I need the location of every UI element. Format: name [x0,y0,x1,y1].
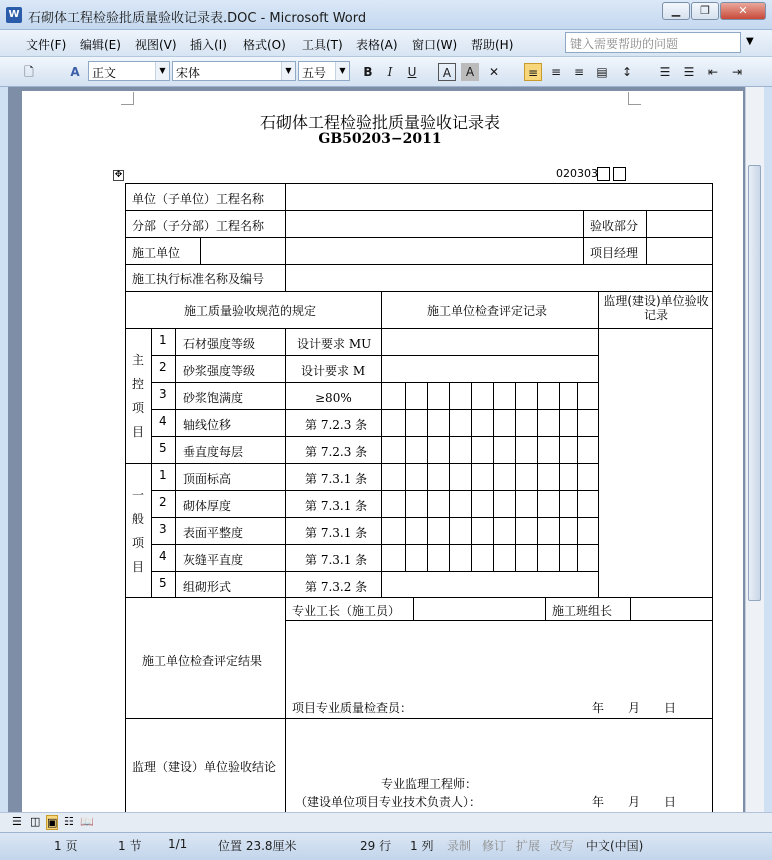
word-icon[interactable]: W [6,7,22,23]
decrease-indent-icon[interactable]: ⇤ [707,65,719,79]
general-item-name: 砌体厚度 [183,499,232,513]
line-spacing-icon[interactable]: ↕ [621,65,633,79]
menu-file[interactable]: 文件(F) [26,38,67,52]
general-item-no: 1 [159,468,167,482]
menu-insert[interactable]: 插入(I) [190,38,227,52]
inspection-table [125,183,713,812]
general-item-no: 3 [159,522,167,536]
owner-rep-label: （建设单位项目专业技术负责人）： [295,795,482,809]
bullets-icon[interactable]: ☰ [683,65,695,79]
char-border-icon[interactable]: A [438,63,456,81]
main-item-no: 5 [159,441,167,455]
chevron-down-icon: ▼ [335,62,349,80]
general-item-req: 第 7.3.1 条 [305,526,368,540]
chevron-down-icon: ▼ [281,62,295,80]
outline-view-icon[interactable]: ☷ [64,815,74,828]
table-move-icon[interactable]: ✥ [114,170,123,180]
status-track[interactable]: 修订 [482,839,507,853]
date-label: 年 月 日 [592,701,677,715]
phonetic-guide-icon[interactable]: ✕ [488,65,500,79]
main-item-req: 设计要求 M [301,364,366,378]
horizontal-scrollbar[interactable] [0,812,772,832]
status-section: 1 节 [118,839,142,853]
menu-help[interactable]: 帮助(H) [471,38,514,52]
formatting-toolbar [0,57,772,87]
code-box [597,167,610,181]
general-item-name: 灰缝平直度 [183,553,244,567]
numbering-icon[interactable]: ☰ [659,65,671,79]
bold-button[interactable]: B [363,65,373,79]
normal-view-icon[interactable]: ☰ [12,815,22,828]
main-item-name: 轴线位移 [183,418,232,432]
menu-tools[interactable]: 工具(T) [302,38,343,52]
close-button[interactable]: ✕ [720,2,766,20]
status-language: 中文(中国) [586,839,644,853]
team-leader-label: 施工班组长 [552,604,613,618]
style-value: 正文 [92,66,117,80]
general-item-no: 4 [159,549,167,563]
main-item-no: 4 [159,414,167,428]
general-item-name: 顶面标高 [183,472,232,486]
main-item-name: 砂浆饱满度 [183,391,244,405]
main-item-req: 第 7.2.3 条 [305,445,368,459]
font-size-select[interactable] [298,61,350,81]
increase-indent-icon[interactable]: ⇥ [731,65,743,79]
general-item-req: 第 7.3.1 条 [305,472,368,486]
font-select[interactable] [172,61,296,81]
menu-view[interactable]: 视图(V) [135,38,177,52]
web-view-icon[interactable]: ◫ [30,815,41,828]
status-record[interactable]: 录制 [447,839,472,853]
restore-button[interactable]: ❐ [691,2,719,20]
menu-table[interactable]: 表格(A) [356,38,398,52]
reading-view-icon[interactable]: 📖 [80,815,94,828]
general-item-no: 2 [159,495,167,509]
new-document-icon[interactable]: 🗋 [24,65,34,79]
styles-icon[interactable]: A [70,65,80,79]
align-right-button[interactable]: ≡ [573,65,585,79]
status-extend[interactable]: 扩展 [516,839,541,853]
window-title: 石砌体工程检验批质量验收记录表.DOC - Microsoft Word [28,11,367,26]
chevron-down-icon: ▼ [155,62,169,80]
main-item-no: 1 [159,333,167,347]
construction-unit-label: 施工单位 [132,246,181,260]
main-item-name: 砂浆强度等级 [183,364,256,378]
date-label-2: 年 月 日 [592,795,677,809]
minimize-button[interactable]: ▁ [662,2,690,20]
main-group-label: 主控项目 [131,353,144,439]
status-overtype[interactable]: 改写 [550,839,575,853]
menu-format[interactable]: 格式(O) [243,38,286,52]
align-center-button[interactable]: ≡ [550,65,562,79]
font-value: 宋体 [176,66,201,80]
inspector-label: 项目专业质量检查员： [292,701,413,715]
scroll-thumb[interactable] [748,165,761,601]
foreman-label: 专业工长（施工员） [292,604,401,618]
document-subtitle: GB50203−2011 [318,131,442,147]
engineer-label: 专业监理工程师： [381,777,478,791]
accept-part-label: 验收部分 [590,219,639,233]
crop-mark [628,92,641,105]
main-item-name: 石材强度等级 [183,337,256,351]
chevron-down-icon[interactable]: ▼ [746,36,754,47]
code-box [613,167,626,181]
status-pages: 1/1 [168,837,188,851]
italic-button[interactable]: I [387,65,393,79]
status-column: 1 列 [410,839,434,853]
unit-project-label: 单位（子单位）工程名称 [132,192,265,206]
menu-edit[interactable]: 编辑(E) [80,38,121,52]
underline-button[interactable]: U [407,65,417,79]
general-item-name: 组砌形式 [183,580,232,594]
status-page: 1 页 [54,839,78,853]
general-item-no: 5 [159,576,167,590]
style-select[interactable] [88,61,170,81]
standard-label: 施工执行标准名称及编号 [132,272,265,286]
main-item-name: 垂直度每层 [183,445,244,459]
general-item-req: 第 7.3.1 条 [305,499,368,513]
menu-window[interactable]: 窗口(W) [412,38,458,52]
help-search-input[interactable]: 键入需要帮助的问题 [565,32,741,53]
main-item-no: 2 [159,360,167,374]
general-item-req: 第 7.3.2 条 [305,580,368,594]
char-shading-icon[interactable]: A [461,63,479,81]
spec-header: 施工质量验收规范的规定 [184,304,317,318]
general-item-name: 表面平整度 [183,526,244,540]
main-item-req: 第 7.2.3 条 [305,418,368,432]
align-left-button[interactable]: ≡ [524,63,542,81]
document-title: 石砌体工程检验批质量验收记录表 [259,113,500,132]
main-item-req: 设计要求 MU [297,337,372,351]
status-position: 位置 23.8厘米 [218,839,297,853]
check-record-header: 施工单位检查评定记录 [427,304,548,318]
font-size-value: 五号 [302,66,327,80]
project-manager-label: 项目经理 [590,246,639,260]
general-item-req: 第 7.3.1 条 [305,553,368,567]
main-item-req: ≥80% [315,391,352,405]
general-group-label: 一般项目 [131,488,144,574]
print-view-icon[interactable]: ▣ [47,816,58,829]
crop-mark [121,92,134,105]
supervision-header: 监理(建设)单位验收记录 [603,294,709,322]
form-code: 020303 [556,167,598,180]
sub-project-label: 分部（子分部）工程名称 [132,219,265,233]
status-line: 29 行 [360,839,392,853]
justify-button[interactable]: ▤ [596,65,608,79]
main-item-no: 3 [159,387,167,401]
conclusion-label: 监理（建设）单位验收结论 [132,760,277,774]
result-label: 施工单位检查评定结果 [142,654,263,668]
